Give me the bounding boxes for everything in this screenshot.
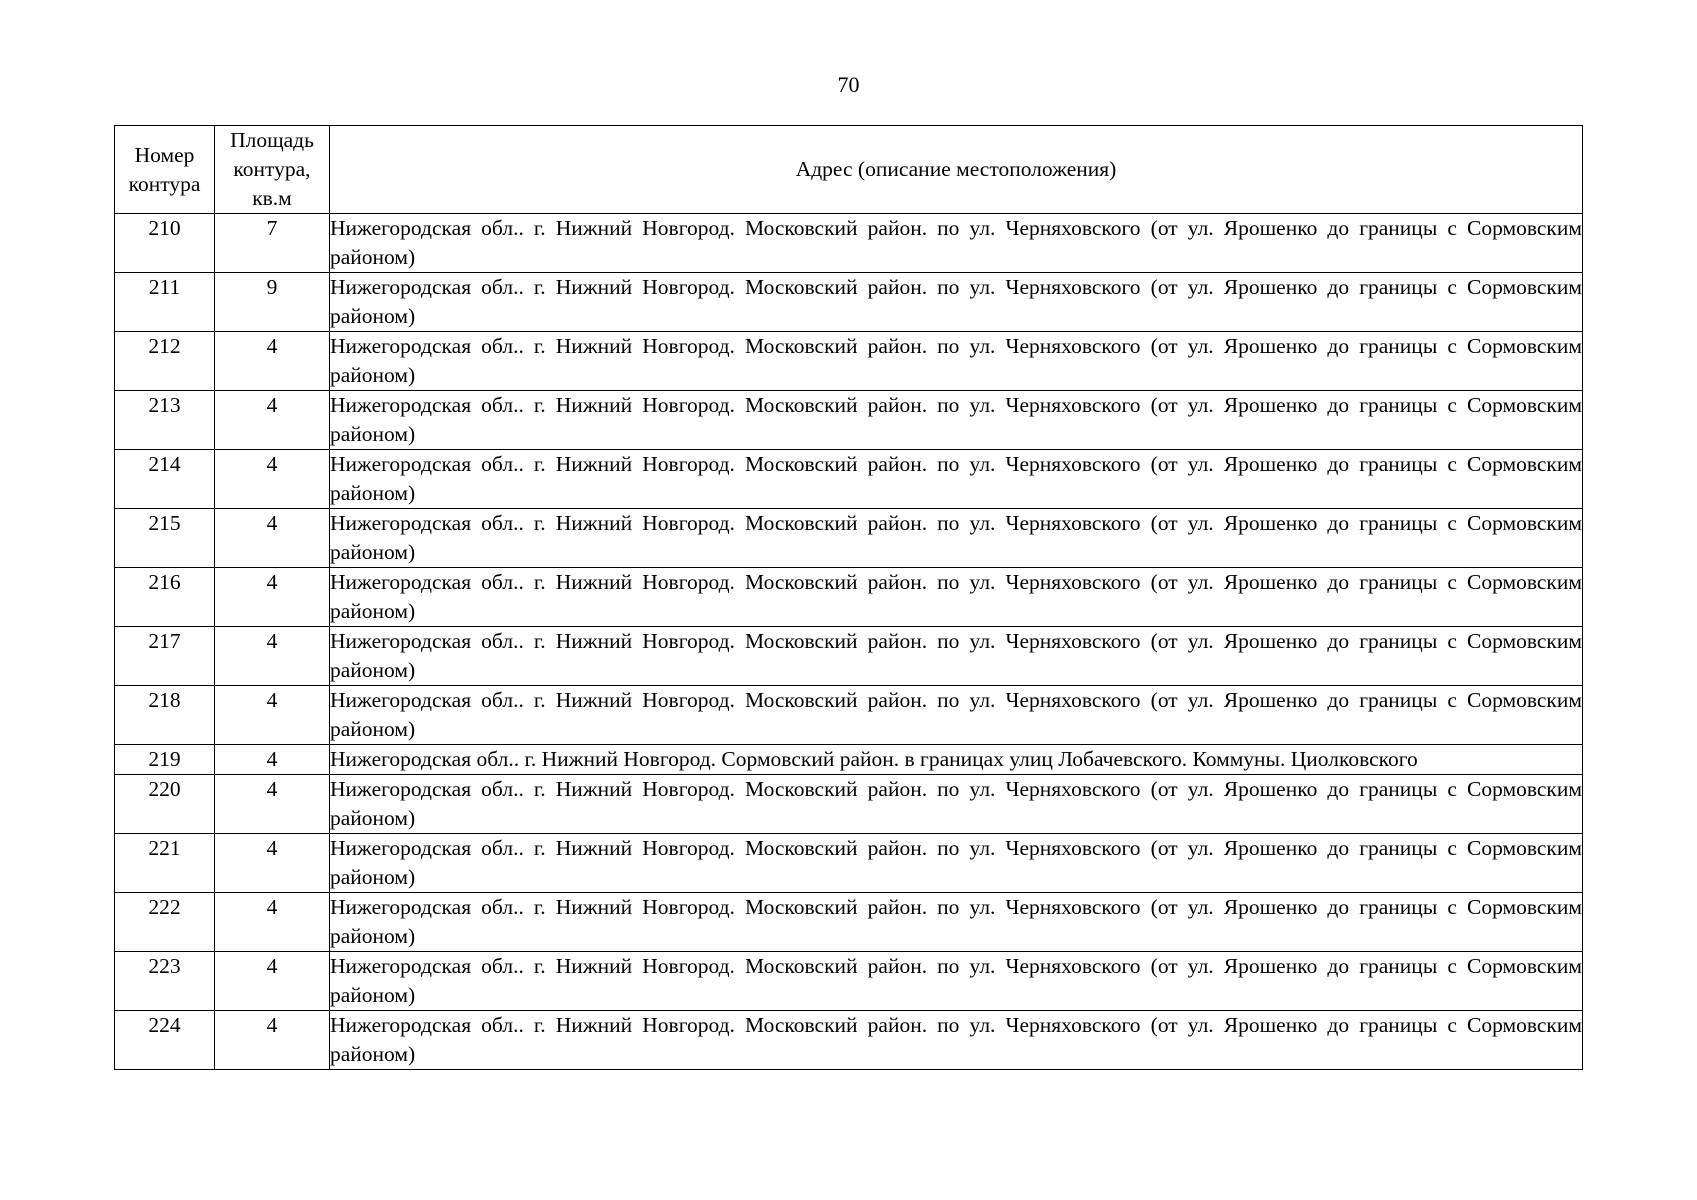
- table-header-row: [115, 126, 1583, 214]
- contour-area-cell: 4: [215, 627, 330, 686]
- table-row: [115, 745, 1583, 775]
- contour-number-cell: 220: [115, 775, 215, 834]
- table-row: [115, 332, 1583, 391]
- contour-address-cell: Нижегородская обл.. г. Нижний Новгород. Московский район. по ул. Черняховского (от ул. Ярошенко до границы с Сормовским районом): [330, 450, 1583, 509]
- page-number: 70: [837, 72, 860, 97]
- contour-number-cell: 216: [115, 568, 215, 627]
- contour-address-cell: Нижегородская обл.. г. Нижний Новгород. Московский район. по ул. Черняховского (от ул. Ярошенко до границы с Сормовским районом): [330, 391, 1583, 450]
- contour-number-cell: 210: [115, 214, 215, 273]
- contour-number-cell: 212: [115, 332, 215, 391]
- contour-area-cell: 4: [215, 450, 330, 509]
- table-row: [115, 450, 1583, 509]
- contour-area-cell: 4: [215, 391, 330, 450]
- contour-area-cell: 4: [215, 332, 330, 391]
- contour-address-cell: Нижегородская обл.. г. Нижний Новгород. Московский район. по ул. Черняховского (от ул. Ярошенко до границы с Сормовским районом): [330, 568, 1583, 627]
- table-row: [115, 568, 1583, 627]
- contour-address-cell: Нижегородская обл.. г. Нижний Новгород. Сормовский район. в границах улиц Лобачевского. Коммуны. Циолковского: [330, 745, 1583, 775]
- contour-number-cell: 223: [115, 952, 215, 1011]
- contour-area-cell: 4: [215, 745, 330, 775]
- contour-number-cell: 218: [115, 686, 215, 745]
- contour-area-cell: 4: [215, 568, 330, 627]
- contour-address-cell: Нижегородская обл.. г. Нижний Новгород. Московский район. по ул. Черняховского (от ул. Ярошенко до границы с Сормовским районом): [330, 627, 1583, 686]
- table-body: [115, 214, 1583, 1070]
- contour-address-cell: Нижегородская обл.. г. Нижний Новгород. Московский район. по ул. Черняховского (от ул. Ярошенко до границы с Сормовским районом): [330, 952, 1583, 1011]
- table-row: [115, 686, 1583, 745]
- contour-number-cell: 215: [115, 509, 215, 568]
- contour-address-cell: Нижегородская обл.. г. Нижний Новгород. Московский район. по ул. Черняховского (от ул. Ярошенко до границы с Сормовским районом): [330, 834, 1583, 893]
- table-row: [115, 775, 1583, 834]
- contour-number-cell: 222: [115, 893, 215, 952]
- contour-area-cell: 4: [215, 834, 330, 893]
- table-row: [115, 893, 1583, 952]
- contour-number-cell: 213: [115, 391, 215, 450]
- table-row: [115, 834, 1583, 893]
- table-row: [115, 952, 1583, 1011]
- contour-area-cell: 4: [215, 952, 330, 1011]
- contour-number-cell: 224: [115, 1011, 215, 1070]
- table-row: [115, 214, 1583, 273]
- contour-number-cell: 217: [115, 627, 215, 686]
- header-number: Номер контура: [115, 126, 215, 214]
- contour-address-cell: Нижегородская обл.. г. Нижний Новгород. Московский район. по ул. Черняховского (от ул. Ярошенко до границы с Сормовским районом): [330, 273, 1583, 332]
- contour-number-cell: 219: [115, 745, 215, 775]
- contour-address-cell: Нижегородская обл.. г. Нижний Новгород. Московский район. по ул. Черняховского (от ул. Ярошенко до границы с Сормовским районом): [330, 1011, 1583, 1070]
- contour-area-cell: 7: [215, 214, 330, 273]
- contour-address-cell: Нижегородская обл.. г. Нижний Новгород. Московский район. по ул. Черняховского (от ул. Ярошенко до границы с Сормовским районом): [330, 214, 1583, 273]
- header-area: Площадь контура, кв.м: [215, 126, 330, 214]
- contour-address-cell: Нижегородская обл.. г. Нижний Новгород. Московский район. по ул. Черняховского (от ул. Ярошенко до границы с Сормовским районом): [330, 893, 1583, 952]
- contour-area-cell: 4: [215, 509, 330, 568]
- contour-area-cell: 9: [215, 273, 330, 332]
- contours-table: [114, 125, 1583, 1070]
- table-header: [115, 126, 1583, 214]
- contour-area-cell: 4: [215, 1011, 330, 1070]
- table-row: [115, 1011, 1583, 1070]
- contour-address-cell: Нижегородская обл.. г. Нижний Новгород. Московский район. по ул. Черняховского (от ул. Ярошенко до границы с Сормовским районом): [330, 332, 1583, 391]
- contour-number-cell: 221: [115, 834, 215, 893]
- table-row: [115, 273, 1583, 332]
- table-row: [115, 391, 1583, 450]
- contour-address-cell: Нижегородская обл.. г. Нижний Новгород. Московский район. по ул. Черняховского (от ул. Ярошенко до границы с Сормовским районом): [330, 686, 1583, 745]
- table-row: [115, 509, 1583, 568]
- contour-area-cell: 4: [215, 893, 330, 952]
- contour-address-cell: Нижегородская обл.. г. Нижний Новгород. Московский район. по ул. Черняховского (от ул. Ярошенко до границы с Сормовским районом): [330, 509, 1583, 568]
- contour-area-cell: 4: [215, 686, 330, 745]
- table-row: [115, 627, 1583, 686]
- contour-area-cell: 4: [215, 775, 330, 834]
- header-address: Адрес (описание местоположения): [330, 126, 1583, 214]
- contour-number-cell: 211: [115, 273, 215, 332]
- contour-number-cell: 214: [115, 450, 215, 509]
- contour-address-cell: Нижегородская обл.. г. Нижний Новгород. Московский район. по ул. Черняховского (от ул. Ярошенко до границы с Сормовским районом): [330, 775, 1583, 834]
